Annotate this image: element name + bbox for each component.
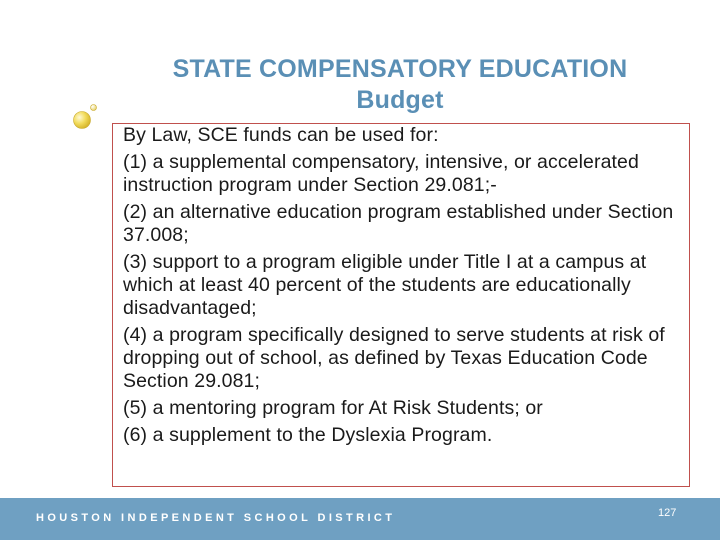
list-item-2: (2) an alternative education program established under Section 37.008; bbox=[123, 201, 674, 246]
list-item-5: (5) a mentoring program for At Risk Students; or bbox=[123, 397, 543, 419]
page-number: 127 bbox=[658, 507, 677, 519]
list-item-3: (3) support to a program eligible under Title I at a campus at which at least 40 percent of the students are educationally disadvantaged; bbox=[123, 251, 647, 319]
list-item-6: (6) a supplement to the Dyslexia Program. bbox=[123, 424, 493, 446]
list-item-1: (1) a supplemental compensatory, intensive, or accelerated instruction program under Section 29.081;- bbox=[123, 151, 639, 196]
organization-name: HOUSTON INDEPENDENT SCHOOL DISTRICT bbox=[36, 512, 396, 524]
slide-title bbox=[130, 54, 670, 116]
intro-text: By Law, SCE funds can be used for: bbox=[123, 124, 439, 146]
list-item-4: (4) a program specifically designed to serve students at risk of dropping out of school, as defined by Texas Education Code Section 29.081; bbox=[123, 324, 665, 392]
content-box bbox=[112, 123, 690, 487]
orb-bullet-icon bbox=[72, 102, 102, 132]
slide-title-line-1: STATE COMPENSATORY EDUCATION bbox=[172, 55, 628, 83]
footer-bar bbox=[0, 498, 720, 540]
slide-title-line-2: Budget bbox=[356, 86, 444, 114]
